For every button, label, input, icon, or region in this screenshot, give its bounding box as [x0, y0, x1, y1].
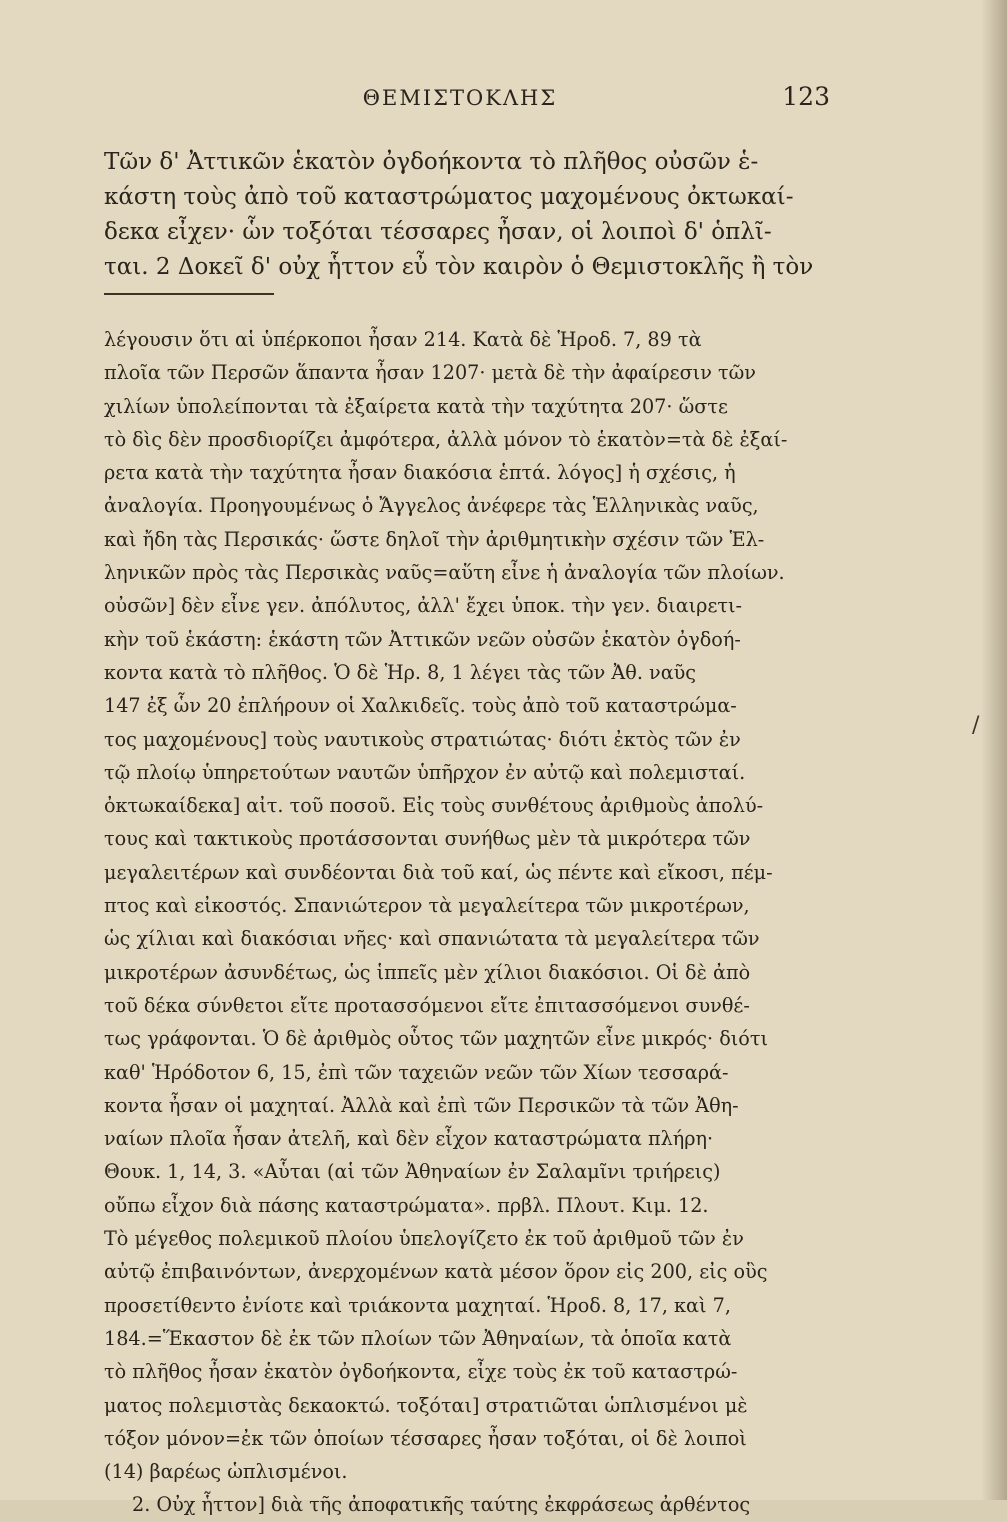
note-line: τοῦ δέκα σύνθετοι εἴτε προτασσόμενοι εἴτε ἐπιτασσόμενοι συνθέ-	[104, 993, 750, 1017]
note-line: Θουκ. 1, 14, 3. «Αὗται (αἱ τῶν Ἀθηναίων ἐν Σαλαμῖνι τριήρεις)	[104, 1160, 721, 1184]
note-line: οὐσῶν] δὲν εἶνε γεν. ἀπόλυτος, ἀλλ' ἔχει ὑποκ. τὴν γεν. διαιρετι-	[104, 594, 743, 618]
note-line: (14) βαρέως ὡπλισμένοι.	[104, 1460, 348, 1484]
margin-mark: /	[972, 713, 980, 738]
main-text-line: δεκα εἶχεν· ὧν τοξόται τέσσαρες ἦσαν, οἱ λοιποὶ δ' ὁπλῖ-	[104, 219, 772, 245]
note-line: μικροτέρων ἀσυνδέτως, ὡς ἱππεῖς μὲν χίλιοι διακόσιοι. Οἱ δὲ ἀπὸ	[104, 960, 751, 984]
note-line: 147 ἐξ ὧν 20 ἐπλήρουν οἱ Χαλκιδεῖς. τοὺς ἀπὸ τοῦ καταστρώμα-	[104, 694, 737, 718]
note-line: καὶ ἤδη τὰς Περσικάς· ὥστε δηλοῖ τὴν ἀριθμητικὴν σχέσιν τῶν Ἑλ-	[104, 527, 765, 551]
main-text-block	[104, 145, 822, 285]
running-title: ΘΕΜΙΣΤΟΚΛΗΣ	[362, 86, 558, 110]
note-line: τόξον μόνον=ἐκ τῶν ὁποίων τέσσαρες ἦσαν τοξόται, οἱ δὲ λοιποὶ	[104, 1426, 747, 1450]
main-text-line: ται. 2 Δοκεῖ δ' οὐχ ἧττον εὖ τὸν καιρὸν ὁ Θεμιστοκλῆς ἢ τὸν	[104, 254, 814, 280]
note-line: λέγουσιν ὅτι αἱ ὑπέρκοποι ἦσαν 214. Κατὰ δὲ Ἡροδ. 7, 89 τὰ	[104, 328, 702, 351]
note-line: ρετα κατὰ τὴν ταχύτητα ἦσαν διακόσια ἑπτά. λόγος] ἡ σχέσις, ἡ	[104, 461, 736, 485]
page-edge-shadow	[981, 0, 1007, 1500]
note-line: τος μαχομένους] τοὺς ναυτικοὺς στρατιώτας· διότι ἐκτὸς τῶν ἐν	[104, 727, 741, 751]
note-line: χιλίων ὑπολείπονται τὰ ἐξαίρετα κατὰ τὴν ταχύτητα 207· ὥστε	[104, 394, 728, 418]
note-line: πτος καὶ εἰκοστός. Σπανιώτερον τὰ μεγαλείτερα τῶν μικροτέρων,	[104, 894, 750, 918]
note-line: αὐτῷ ἐπιβαινόντων, ἀνερχομένων κατὰ μέσον ὅρον εἰς 200, εἰς οὓς	[104, 1260, 768, 1284]
note-line: 184.=Ἕκαστον δὲ ἐκ τῶν πλοίων τῶν Ἀθηναίων, τὰ ὁποῖα κατὰ	[104, 1326, 732, 1350]
note-line: ληνικῶν πρὸς τὰς Περσικὰς ναῦς=αὕτη εἶνε ἡ ἀναλογία τῶν πλοίων.	[104, 561, 785, 585]
note-line: μεγαλειτέρων καὶ συνδέονται διὰ τοῦ καί, ὡς πέντε καὶ εἴκοσι, πέμ-	[104, 860, 773, 884]
note-line: κοντα ἦσαν οἱ μαχηταί. Ἀλλὰ καὶ ἐπὶ τῶν Περσικῶν τὰ τῶν Ἀθη-	[104, 1093, 739, 1117]
note-line: καθ' Ἡρόδοτον 6, 15, ἐπὶ τῶν ταχειῶν νεῶν τῶν Χίων τεσσαρά-	[104, 1060, 729, 1084]
footnotes-block	[104, 323, 822, 1522]
footnote-rule	[104, 293, 274, 295]
note-line: ἀναλογία. Προηγουμένως ὁ Ἄγγελος ἀνέφερε τὰς Ἑλληνικὰς ναῦς,	[104, 494, 759, 518]
note-line: πλοῖα τῶν Περσῶν ἅπαντα ἦσαν 1207· μετὰ δὲ τὴν ἀφαίρεσιν τῶν	[104, 361, 756, 385]
note-line: προσετίθεντο ἐνίοτε καὶ τριάκοντα μαχηταί. Ἡροδ. 8, 17, καὶ 7,	[104, 1293, 731, 1317]
page-number: 123	[782, 82, 830, 111]
note-line: Τὸ μέγεθος πολεμικοῦ πλοίου ὑπελογίζετο ἐκ τοῦ ἀριθμοῦ τῶν ἐν	[104, 1227, 744, 1251]
note-line: ματος πολεμιστὰς δεκαοκτώ. τοξόται] στρατιῶται ὡπλισμένοι μὲ	[104, 1393, 748, 1417]
note-line: τὸ δὶς δὲν προσδιορίζει ἀμφότερα, ἀλλὰ μόνον τὸ ἑκατὸν=τὰ δὲ ἐξαί-	[104, 427, 788, 451]
note-line: τους καὶ τακτικοὺς προτάσσονται συνήθως μὲν τὰ μικρότερα τῶν	[104, 827, 751, 851]
note-line: κὴν τοῦ ἑκάστη: ἑκάστη τῶν Ἀττικῶν νεῶν οὐσῶν ἑκατὸν ὀγδοή-	[104, 627, 741, 651]
note-line: τὸ πλῆθος ἦσαν ἑκατὸν ὀγδοήκοντα, εἶχε τοὺς ἐκ τοῦ καταστρώ-	[104, 1360, 738, 1384]
note-line: 2. Οὐχ ἧττον] διὰ τῆς ἀποφατικῆς ταύτης ἐκφράσεως ἀρθέντος	[132, 1493, 751, 1517]
main-text-line: Τῶν δ' Ἀττικῶν ἑκατὸν ὀγδοήκοντα τὸ πλῆθος οὐσῶν ἑ-	[104, 149, 759, 175]
note-line: ὀκτωκαίδεκα] αἰτ. τοῦ ποσοῦ. Εἰς τοὺς συνθέτους ἀριθμοὺς ἀπολύ-	[104, 794, 764, 818]
note-line: ὡς χίλιαι καὶ διακόσιαι νῆες· καὶ σπανιώτατα τὰ μεγαλείτερα τῶν	[104, 927, 760, 951]
page-header	[90, 78, 830, 118]
note-line: τῷ πλοίῳ ὑπηρετούτων ναυτῶν ὑπῆρχον ἐν αὐτῷ καὶ πολεμισταί.	[104, 760, 746, 784]
note-line: οὔπω εἶχον διὰ πάσης καταστρώματα». πρβλ. Πλουτ. Κιμ. 12.	[104, 1193, 709, 1217]
note-line: ναίων πλοῖα ἦσαν ἀτελῆ, καὶ δὲν εἶχον καταστρώματα πλήρη·	[104, 1127, 714, 1151]
note-line: κοντα κατὰ τὸ πλῆθος. Ὁ δὲ Ἡρ. 8, 1 λέγει τὰς τῶν Ἀθ. ναῦς	[104, 660, 697, 684]
main-text-line: κάστη τοὺς ἀπὸ τοῦ καταστρώματος μαχομένους ὀκτωκαί-	[104, 184, 794, 210]
note-line: τως γράφονται. Ὁ δὲ ἀριθμὸς οὗτος τῶν μαχητῶν εἶνε μικρός· διότι	[104, 1027, 768, 1051]
